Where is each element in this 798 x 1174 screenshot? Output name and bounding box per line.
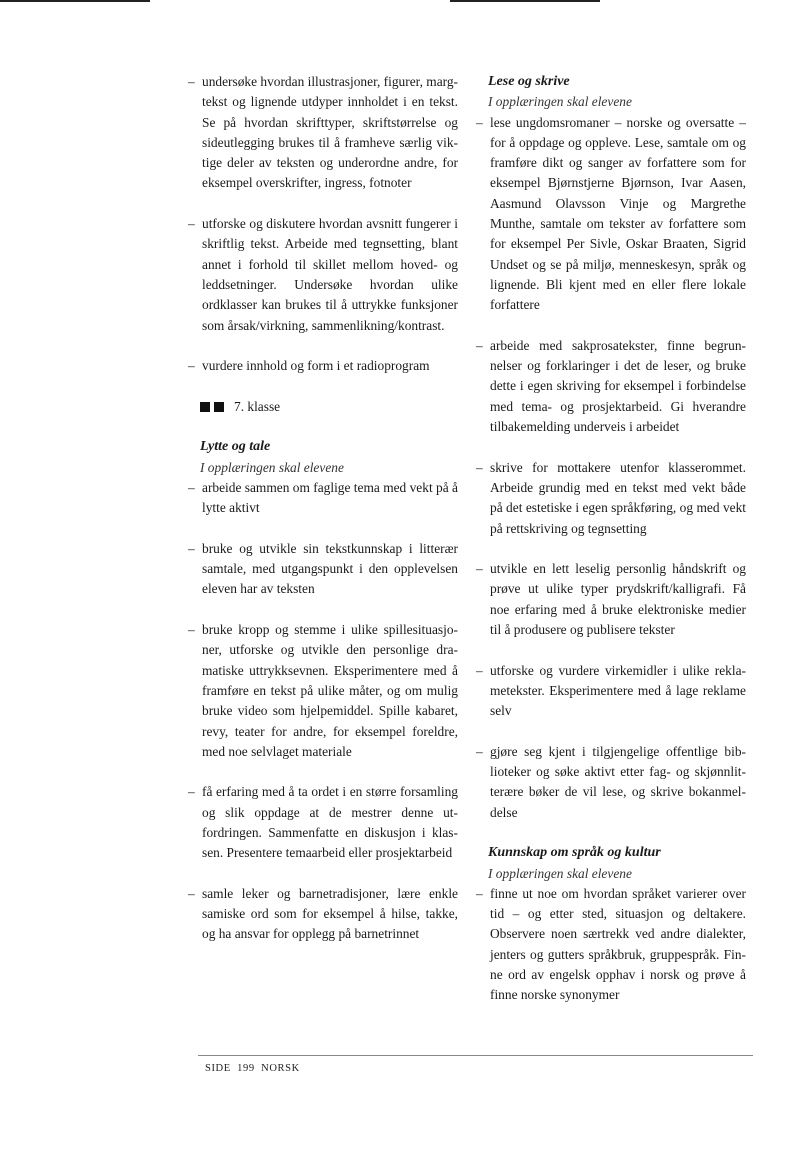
grade-level-marker xyxy=(188,397,458,417)
section-subheading: I opplæringen skal elevene xyxy=(488,94,632,110)
list-item: – lese ungdomsromaner – norske og oversatte – for å oppdage og oppleve. Lese, samtale om og framføre dikt og sanger av forfattere som for eksempel Bjørnstjerne Bjørnson, Ivar Aasen, Aasmund Olavsson Vinje og Margrethe Munthe, samtale om tekster av forfattere som for eksempel Per Sivle, Oskar Braaten, Sigrid Undset og se på miljø, menneskesyn, språk og lignende. Bli kjent med en eller flere lokale forfattere xyxy=(476,114,746,313)
section-heading: Kunnskap om språk og kultur xyxy=(488,845,661,861)
section-subheading: I opplæringen skal elevene xyxy=(488,865,632,881)
right-column xyxy=(476,72,746,1026)
list-item: – utforske og vurdere virkemidler i ulike reklametekster. Eksperimentere med å lage reklame selv xyxy=(476,662,746,719)
section-heading: Lese og skrive xyxy=(488,74,570,89)
list-item: – undersøke hvordan illustrasjoner, figurer, margtekst og lignende utdyper innholdet i en tekst. Se på hvordan skrifttyper, skriftstørrelse og sideutlegging brukes til å framheve særlig viktige deler av teksten og underordne andre, for eksempel overskrifter, ingress, fotnoter xyxy=(188,74,459,191)
section-heading: Lytte og tale xyxy=(200,439,271,455)
top-rule-left xyxy=(0,0,150,2)
list-item: – utvikle en lett leselig personlig håndskrift og prøve ut ulike typer prydskrift/kalligrafi. Få noe erfaring med å bruke elektroniske medier til å produsere og publisere tekster xyxy=(476,561,746,638)
square-bullet-icon xyxy=(200,402,210,412)
list-item: – bruke kropp og stemme i ulike spillesituasjoner, utforske og utvikle den personlige dramatiske uttrykksevnen. Eksperimentere med å framføre en tekst på ulike måter, og om mulig bruke video som hjelpemiddel. Spille kabaret, revy, teater for andre, for eksempel foreldre, med noe selvlaget materiale xyxy=(188,622,458,759)
list-item: – bruke og utvikle sin tekstkunnskap i litterær samtale, med utgangspunkt i den opplevelsen eleven har av teksten xyxy=(188,540,458,597)
left-column xyxy=(188,72,458,965)
list-item: – vurdere innhold og form i et radioprogram xyxy=(188,358,430,374)
list-item: – skrive for mottakere utenfor klasserommet. Arbeide grundig med en tekst med vekt både på det estetiske i egen språkføring, og med vekt på rettskriving og tegnsetting xyxy=(476,459,746,536)
list-item: – utforske og diskutere hvordan avsnitt fungerer i skriftlig tekst. Arbeide med tegnsetting, blant annet i forhold til skillet mellom hoved- og leddsetninger. Undersøke hvordan ulike ordklasser kan brukes til å uttrykke funksjoner som årsak/virkning, sammenlikning/kontrast. xyxy=(188,216,458,333)
page-footer: SIDE 199 NORSK xyxy=(205,1063,300,1074)
list-item: – arbeide med sakprosatekster, finne begrunnelser og forklaringer i det de leser, og bruke dette i egen skriving for eksempel i forbindelse med tema- og prosjektarbeid. Gi hverandre tilbakemelding underveis i arbeidet xyxy=(476,337,746,435)
grade-level-label: 7. klasse xyxy=(234,398,281,414)
list-item: – finne ut noe om hvordan språket varierer over tid – og etter sted, situasjon og deltakere. Observere noen særtrekk ved andre dialekter, jenters og gutters språkbruk, gruppespråk. Finne ord av engelsk opphav i norsk og prøve å finne norske synonymer xyxy=(476,885,746,1003)
list-item: – få erfaring med å ta ordet i en større forsamling og slik oppdage at de mestrer denne utfordringen. Sammenfatte en diskusjon i klassen. Presentere temaarbeid eller prosjektarbeid xyxy=(188,784,458,861)
list-item: – gjøre seg kjent i tilgjengelige offentlige biblioteker og søke aktivt etter fag- og skjønnlitterære bøker de vil lese, og skrive bokanmeldelse xyxy=(476,743,746,820)
square-bullet-icon xyxy=(214,402,224,412)
list-item: – arbeide sammen om faglige tema med vekt på å lytte aktivt xyxy=(188,479,458,516)
list-item: – samle leker og barnetradisjoner, lære enkle samiske ord som for eksempel å hilse, takke, og ha ansvar for opplegg på barnetrinnet xyxy=(188,885,458,942)
footer-divider xyxy=(198,1055,753,1056)
section-subheading: I opplæringen skal elevene xyxy=(200,459,344,475)
top-rule-right xyxy=(450,0,600,2)
